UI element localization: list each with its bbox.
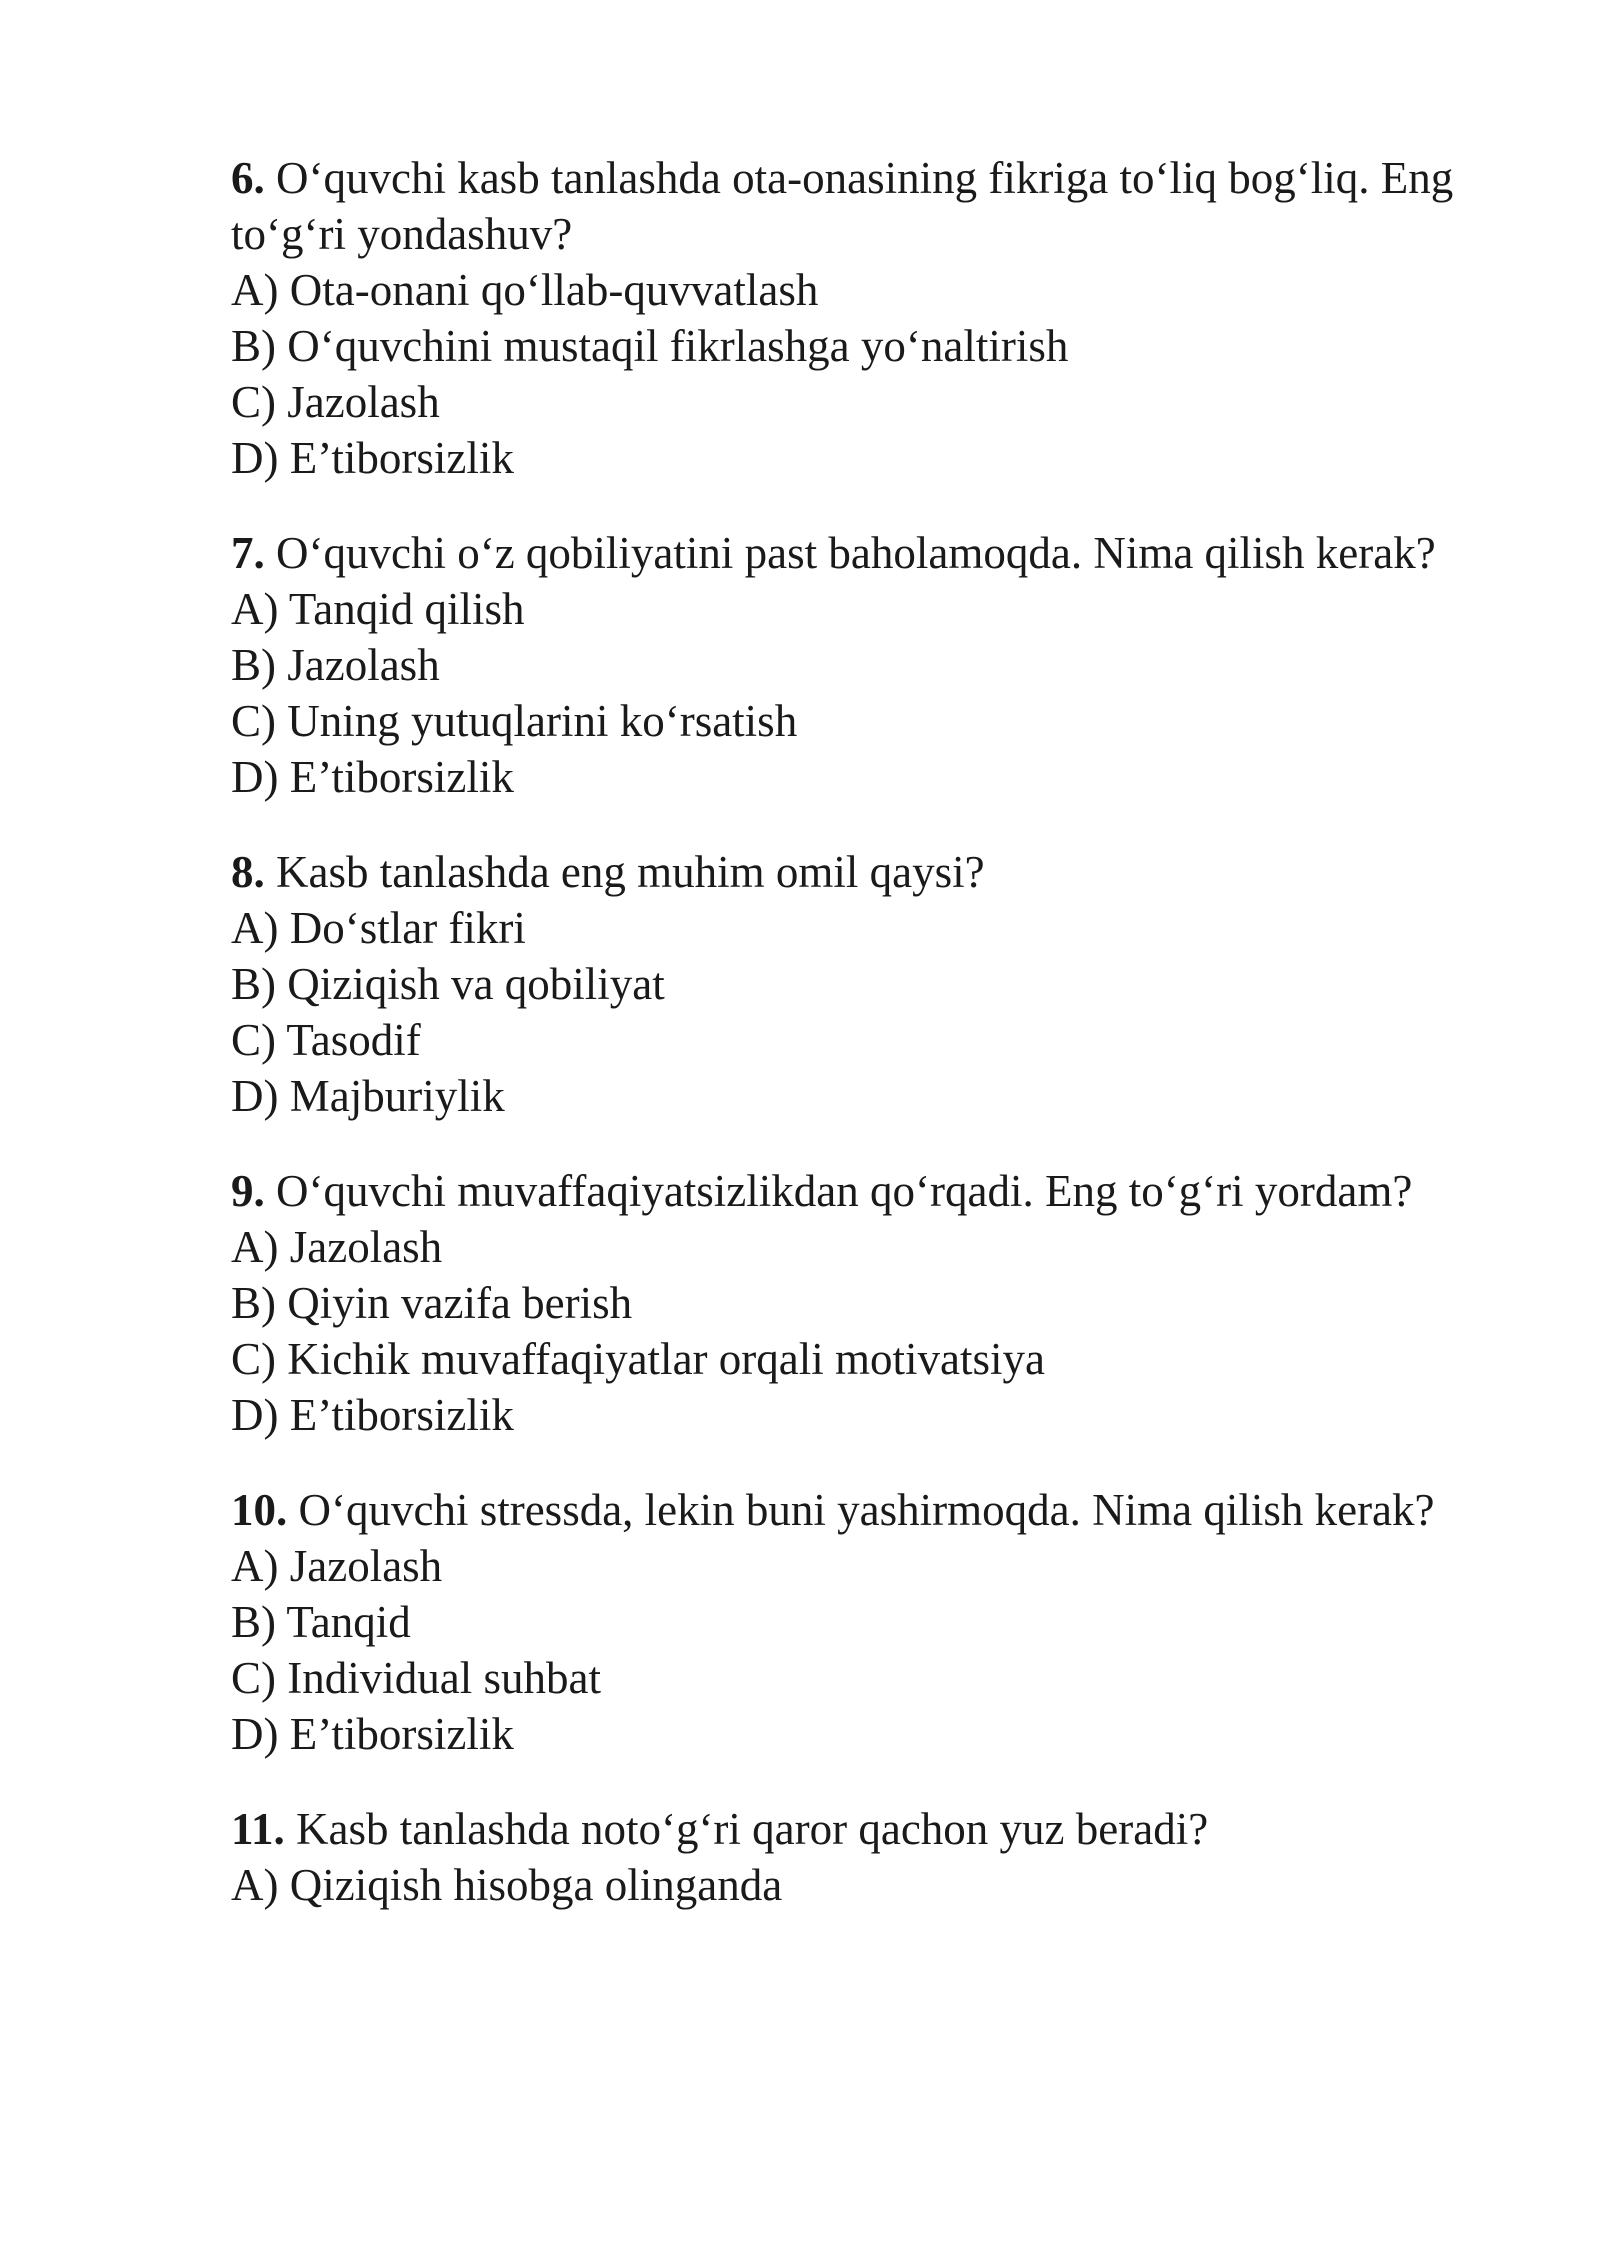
option-b: B) Qiziqish va qobiliyat xyxy=(231,959,665,1009)
question-number: 9. xyxy=(231,1166,265,1216)
question-prompt: O‘quvchi muvaffaqiyatsizlikdan qo‘rqadi. Eng to‘g‘ri yordam? xyxy=(276,1166,1413,1216)
question-prompt: Kasb tanlashda noto‘g‘ri qaror qachon yuz beradi? xyxy=(296,1804,1209,1854)
question-number: 10. xyxy=(231,1485,288,1535)
option-a: A) Qiziqish hisobga olinganda xyxy=(231,1860,783,1910)
option-a: A) Ota-onani qo‘llab-quvvatlash xyxy=(231,265,819,315)
question-6 xyxy=(231,150,1531,486)
question-8 xyxy=(231,844,1531,1124)
question-11 xyxy=(231,1801,1531,1913)
question-number: 11. xyxy=(231,1804,285,1854)
option-d: D) E’tiborsizlik xyxy=(231,752,514,802)
question-text xyxy=(231,525,1531,581)
option-c: C) Jazolash xyxy=(231,377,440,427)
option-d: D) E’tiborsizlik xyxy=(231,433,514,483)
option-d: D) E’tiborsizlik xyxy=(231,1390,514,1440)
option-c: C) Uning yutuqlarini ko‘rsatish xyxy=(231,696,798,746)
option-c: C) Individual suhbat xyxy=(231,1653,601,1703)
option-b: B) Qiyin vazifa berish xyxy=(231,1278,633,1328)
option-b: B) Tanqid xyxy=(231,1597,411,1647)
question-text xyxy=(231,150,1531,262)
question-9 xyxy=(231,1163,1531,1443)
question-list xyxy=(231,150,1531,1952)
question-prompt: O‘quvchi stressda, lekin buni yashirmoqda. Nima qilish kerak? xyxy=(298,1485,1435,1535)
option-d: D) Majburiylik xyxy=(231,1071,505,1121)
question-prompt: O‘quvchi o‘z qobiliyatini past baholamoqda. Nima qilish kerak? xyxy=(276,528,1436,578)
question-number: 6. xyxy=(231,153,265,203)
option-c: C) Tasodif xyxy=(231,1015,421,1065)
option-c: C) Kichik muvaffaqiyatlar orqali motivatsiya xyxy=(231,1334,1045,1384)
question-prompt: O‘quvchi kasb tanlashda ota-onasining fikriga to‘liq bog‘liq. Eng to‘g‘ri yondashuv? xyxy=(231,153,1454,259)
question-number: 7. xyxy=(231,528,265,578)
question-text xyxy=(231,844,1531,900)
option-a: A) Jazolash xyxy=(231,1222,443,1272)
option-a: A) Do‘stlar fikri xyxy=(231,903,526,953)
question-text xyxy=(231,1801,1531,1857)
question-text xyxy=(231,1482,1531,1538)
question-7 xyxy=(231,525,1531,805)
question-number: 8. xyxy=(231,847,265,897)
option-a: A) Tanqid qilish xyxy=(231,584,525,634)
question-text xyxy=(231,1163,1531,1219)
option-a: A) Jazolash xyxy=(231,1541,443,1591)
option-b: B) Jazolash xyxy=(231,640,440,690)
option-d: D) E’tiborsizlik xyxy=(231,1709,514,1759)
option-b: B) O‘quvchini mustaqil fikrlashga yo‘naltirish xyxy=(231,321,1069,371)
question-prompt: Kasb tanlashda eng muhim omil qaysi? xyxy=(276,847,985,897)
question-10 xyxy=(231,1482,1531,1762)
